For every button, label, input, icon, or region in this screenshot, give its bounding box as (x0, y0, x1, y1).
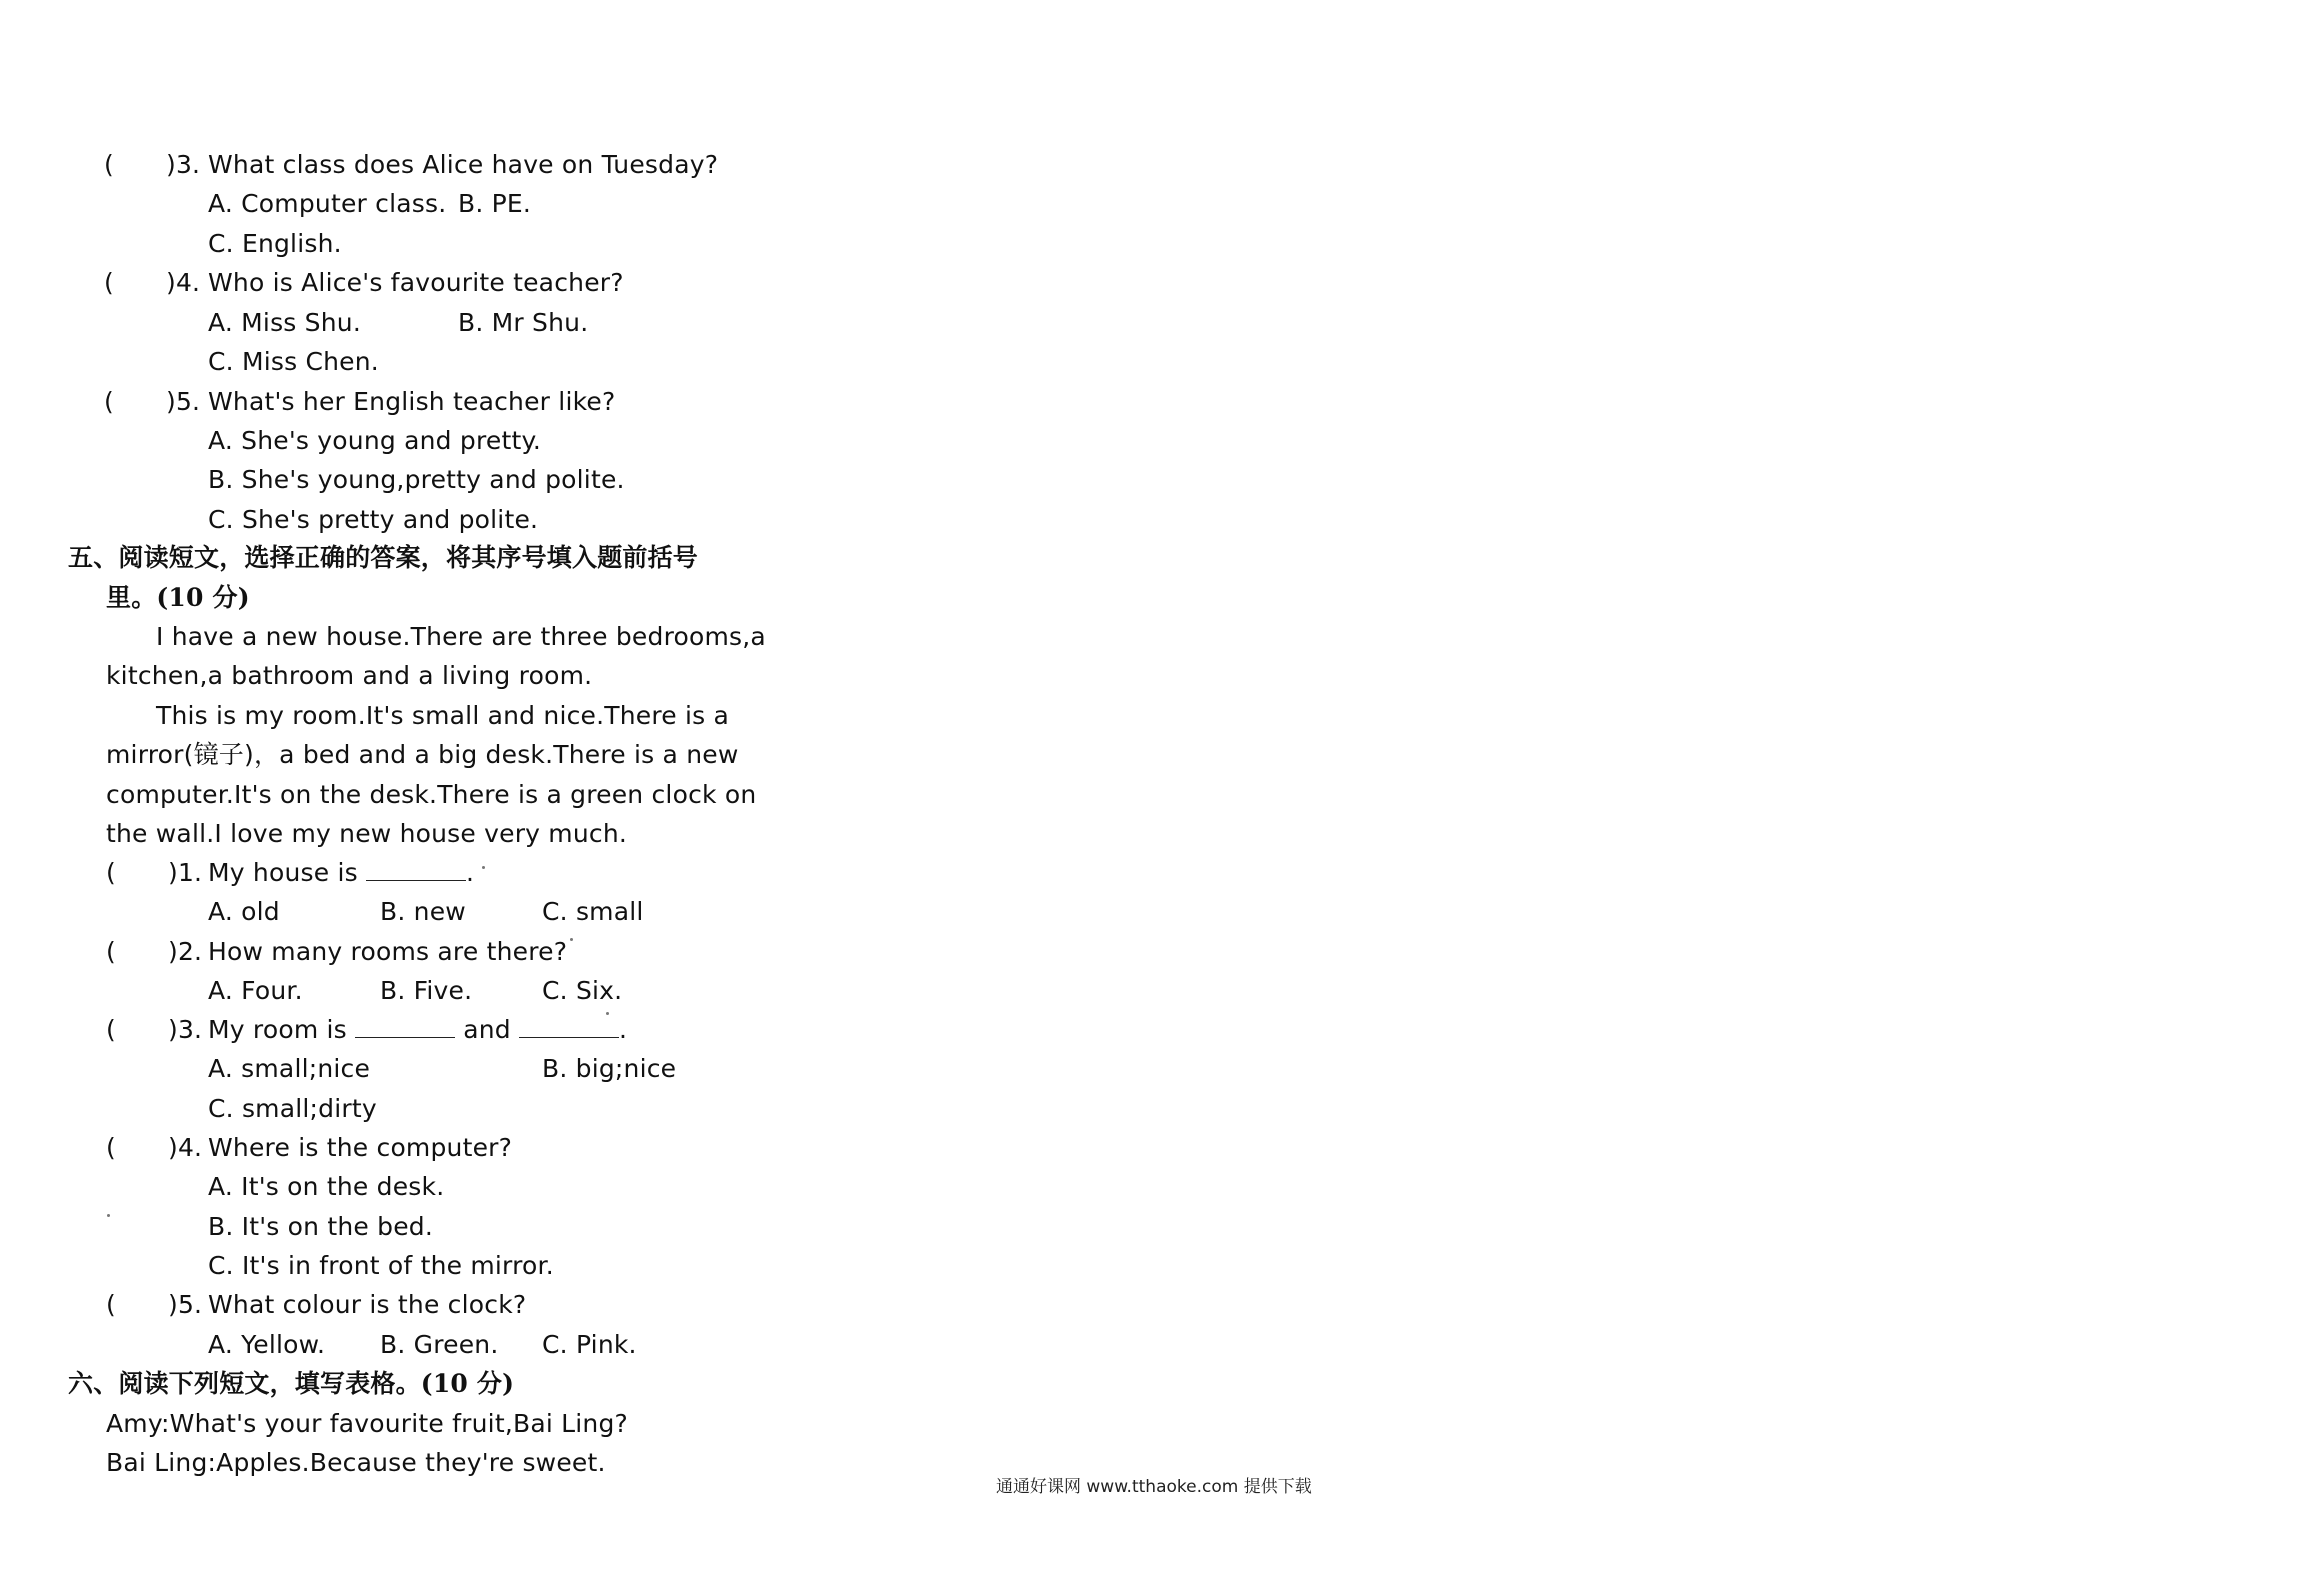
option-b: B. PE. (458, 189, 532, 218)
option-a: A. It's on the desk. (208, 1172, 445, 1201)
passage-line: the wall.I love my new house very much. (106, 819, 628, 848)
question-number: )4. (168, 1133, 203, 1162)
scan-speck (570, 938, 573, 941)
question-number: )3. (168, 1015, 203, 1044)
answer-paren: ( (106, 1290, 116, 1319)
option-c: C. She's pretty and polite. (208, 505, 539, 534)
option-b: B. She's young,pretty and polite. (208, 465, 625, 494)
answer-paren: ( (106, 937, 116, 966)
option-b: B. big;nice (542, 1054, 677, 1083)
option-c: C. small (542, 897, 644, 926)
question-stem: What colour is the clock? (208, 1290, 527, 1319)
option-b: B. new (380, 897, 466, 926)
answer-paren: ( (106, 1015, 116, 1044)
option-c: C. Six. (542, 976, 623, 1005)
passage-line: I have a new house.There are three bedrooms,a (156, 622, 766, 651)
answer-paren: ( (104, 268, 114, 297)
section-5-heading-cont: 里。(10 分) (106, 583, 250, 612)
stem-text: My room is (208, 1015, 347, 1044)
option-a: A. Computer class. (208, 189, 447, 218)
dialogue-line: Bai Ling:Apples.Because they're sweet. (106, 1448, 606, 1477)
passage-line: kitchen,a bathroom and a living room. (106, 661, 593, 690)
option-a: A. small;nice (208, 1054, 371, 1083)
option-b: B. It's on the bed. (208, 1212, 433, 1241)
section-5-heading: 五、阅读短文，选择正确的答案，将其序号填入题前括号 (68, 543, 699, 572)
option-c: C. Miss Chen. (208, 347, 379, 376)
option-b: B. Green. (380, 1330, 499, 1359)
question-stem: What's her English teacher like? (208, 387, 616, 416)
passage-line: mirror(镜子)，a bed and a big desk.There is a new (106, 740, 739, 769)
question-number: )1. (168, 858, 203, 887)
question-stem: What class does Alice have on Tuesday? (208, 150, 719, 179)
footer-watermark: 通通好课网 www.tthaoke.com 提供下载 (996, 1477, 1312, 1497)
question-number: )2. (168, 937, 203, 966)
stem-text: My house is (208, 858, 358, 887)
scan-speck (482, 866, 485, 869)
answer-paren: ( (104, 387, 114, 416)
option-c: C. It's in front of the mirror. (208, 1251, 554, 1280)
option-c: C. small;dirty (208, 1094, 377, 1123)
stem-joiner: and (463, 1015, 511, 1044)
stem-end: . (465, 858, 475, 887)
answer-paren: ( (106, 1133, 116, 1162)
question-stem: Who is Alice's favourite teacher? (208, 268, 624, 297)
answer-blank (355, 1015, 455, 1038)
question-stem: Where is the computer? (208, 1133, 513, 1162)
option-a: A. Yellow. (208, 1330, 326, 1359)
scan-speck (107, 1214, 110, 1217)
passage-line: This is my room.It's small and nice.There is a (156, 701, 730, 730)
option-c: C. Pink. (542, 1330, 637, 1359)
option-a: A. old (208, 897, 280, 926)
answer-blank (366, 858, 466, 881)
question-number: )5. (168, 1290, 203, 1319)
option-b: B. Five. (380, 976, 473, 1005)
option-b: B. Mr Shu. (458, 308, 589, 337)
dialogue-line: Amy:What's your favourite fruit,Bai Ling? (106, 1409, 628, 1438)
answer-paren: ( (106, 858, 116, 887)
question-number: )5. (166, 387, 201, 416)
option-a: A. Miss Shu. (208, 308, 361, 337)
option-a: A. Four. (208, 976, 303, 1005)
scan-speck (606, 1012, 609, 1015)
option-a: A. She's young and pretty. (208, 426, 542, 455)
question-stem: How many rooms are there? (208, 937, 568, 966)
stem-end: . (619, 1015, 628, 1044)
answer-blank (519, 1015, 619, 1038)
question-stem (208, 1014, 627, 1046)
section-6-heading: 六、阅读下列短文，填写表格。(10 分) (68, 1369, 515, 1398)
question-number: )4. (166, 268, 201, 297)
question-number: )3. (166, 150, 201, 179)
option-c: C. English. (208, 229, 342, 258)
question-stem (208, 857, 474, 889)
answer-paren: ( (104, 150, 114, 179)
passage-line: computer.It's on the desk.There is a green clock on (106, 780, 757, 809)
